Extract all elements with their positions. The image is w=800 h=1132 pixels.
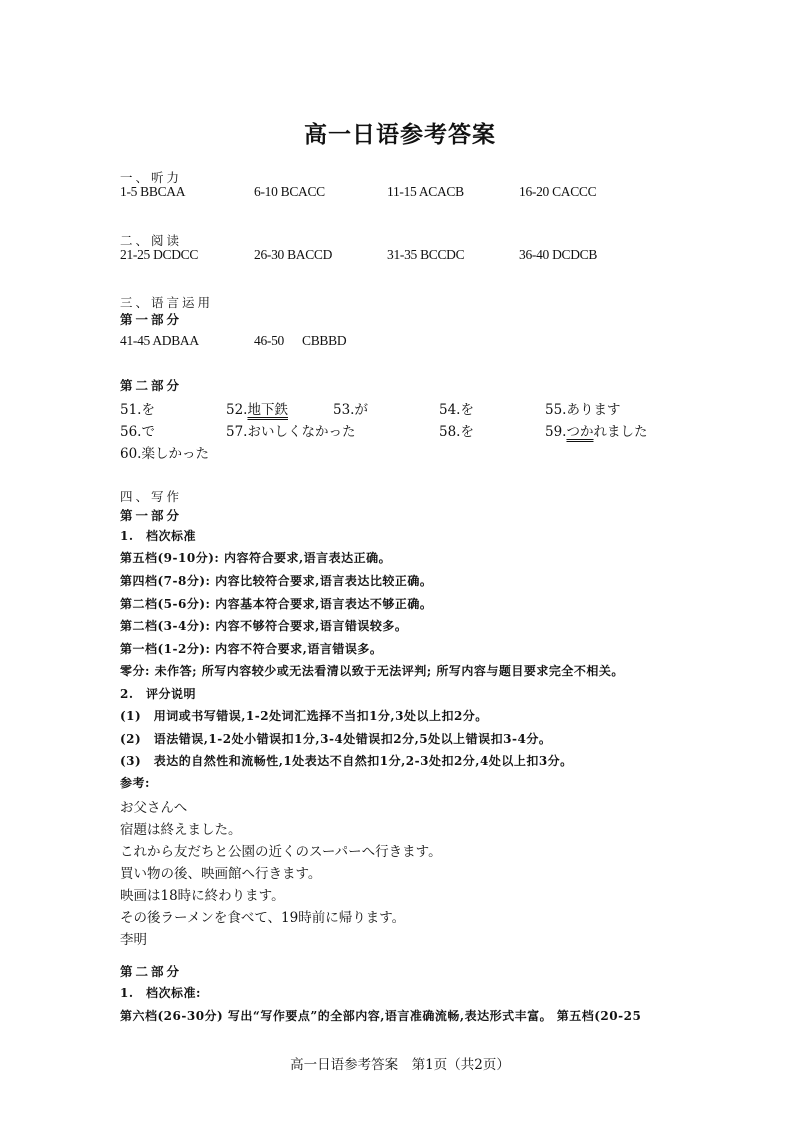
scoring-title: 2. 评分说明 [120,687,197,701]
answer-item: 56.で [120,424,155,440]
answer-group: 41-45 ADBAA [120,333,199,348]
page-title: 高一日语参考答案 [304,121,496,148]
criteria-title: 1. 档次标准: [120,986,201,1000]
answer-item: 58.を [439,424,474,440]
criteria-line: 第二档(3-4分): 内容不够符合要求,语言错误较多。 [120,619,408,633]
writing-heading: 四、写作 [120,489,183,504]
criteria-line: 第六档(26-30分) 写出“写作要点”的全部内容,语言准确流畅,表达形式丰富。 第五档(20-25 [120,1009,642,1023]
answer-group: CBBBD [302,333,347,348]
scoring-line: (3) 表达的自然性和流畅性,1处表达不自然扣1分,2-3处扣2分,4处以上扣3分。 [120,754,573,768]
answer-item: 52.地下鉄 [226,402,288,418]
reference-line: お父さんへ [120,800,188,816]
reference-line: 李明 [120,932,147,948]
part2-heading: 第二部分 [120,378,183,393]
criteria-line: 第五档(9-10分): 内容符合要求,语言表达正确。 [120,551,392,565]
language-heading: 三、语言运用 [120,295,214,310]
answer-group: 16-20 CACCC [519,184,597,199]
answer-group: 21-25 DCDCC [120,247,199,262]
answer-group: 1-5 BBCAA [120,184,186,199]
part1-heading: 第一部分 [120,312,183,327]
answer-item: 51.を [120,402,155,418]
scoring-line: (1) 用词或书写错误,1-2处词汇选择不当扣1分,3处以上扣2分。 [120,709,488,723]
reading-heading: 二、阅读 [120,233,183,248]
criteria-line: 零分: 未作答; 所写内容较少或无法看清以致于无法评判; 所写内容与题目要求完全不相关。 [120,664,624,678]
reference-line: これから友だちと公園の近くのスーパーへ行きます。 [120,844,442,860]
criteria-line: 第一档(1-2分): 内容不符合要求,语言错误多。 [120,642,383,656]
answer-group: 31-35 BCCDC [387,247,465,262]
page-footer: 高一日语参考答案 第1页（共2页） [290,1057,510,1073]
answer-item: 55.あります [545,402,621,418]
answer-group: 6-10 BCACC [254,184,325,199]
reference-label: 参考: [120,776,150,790]
answer-group: 26-30 BACCD [254,247,333,262]
criteria-line: 第四档(7-8分): 内容比较符合要求,语言表达比较正确。 [120,574,433,588]
writing-part1-heading: 第一部分 [120,508,183,523]
answer-group: 11-15 ACACB [387,184,464,199]
answer-group: 46-50 [254,333,284,348]
criteria-line: 第二档(5-6分): 内容基本符合要求,语言表达不够正确。 [120,597,433,611]
reference-line: 買い物の後、映画館へ行きます。 [120,866,322,882]
criteria-title: 1. 档次标准 [120,529,197,543]
writing-part2-heading: 第二部分 [120,964,183,979]
reference-line: その後ラーメンを食べて、19時前に帰ります。 [120,910,406,926]
scoring-line: (2) 语法错误,1-2处小错误扣1分,3-4处错误扣2分,5处以上错误扣3-4分。 [120,732,552,746]
answer-item: 54.を [439,402,474,418]
reference-line: 宿題は終えました。 [120,822,242,838]
answer-item: 60.楽しかった [120,446,209,462]
answer-group: 36-40 DCDCB [519,247,598,262]
reference-line: 映画は18時に終わります。 [120,888,285,904]
answer-item: 57.おいしくなかった [226,424,356,440]
answer-item: 59.つかれました [545,424,648,440]
answer-item: 53.が [333,402,368,418]
listening-heading: 一、听力 [120,170,183,185]
